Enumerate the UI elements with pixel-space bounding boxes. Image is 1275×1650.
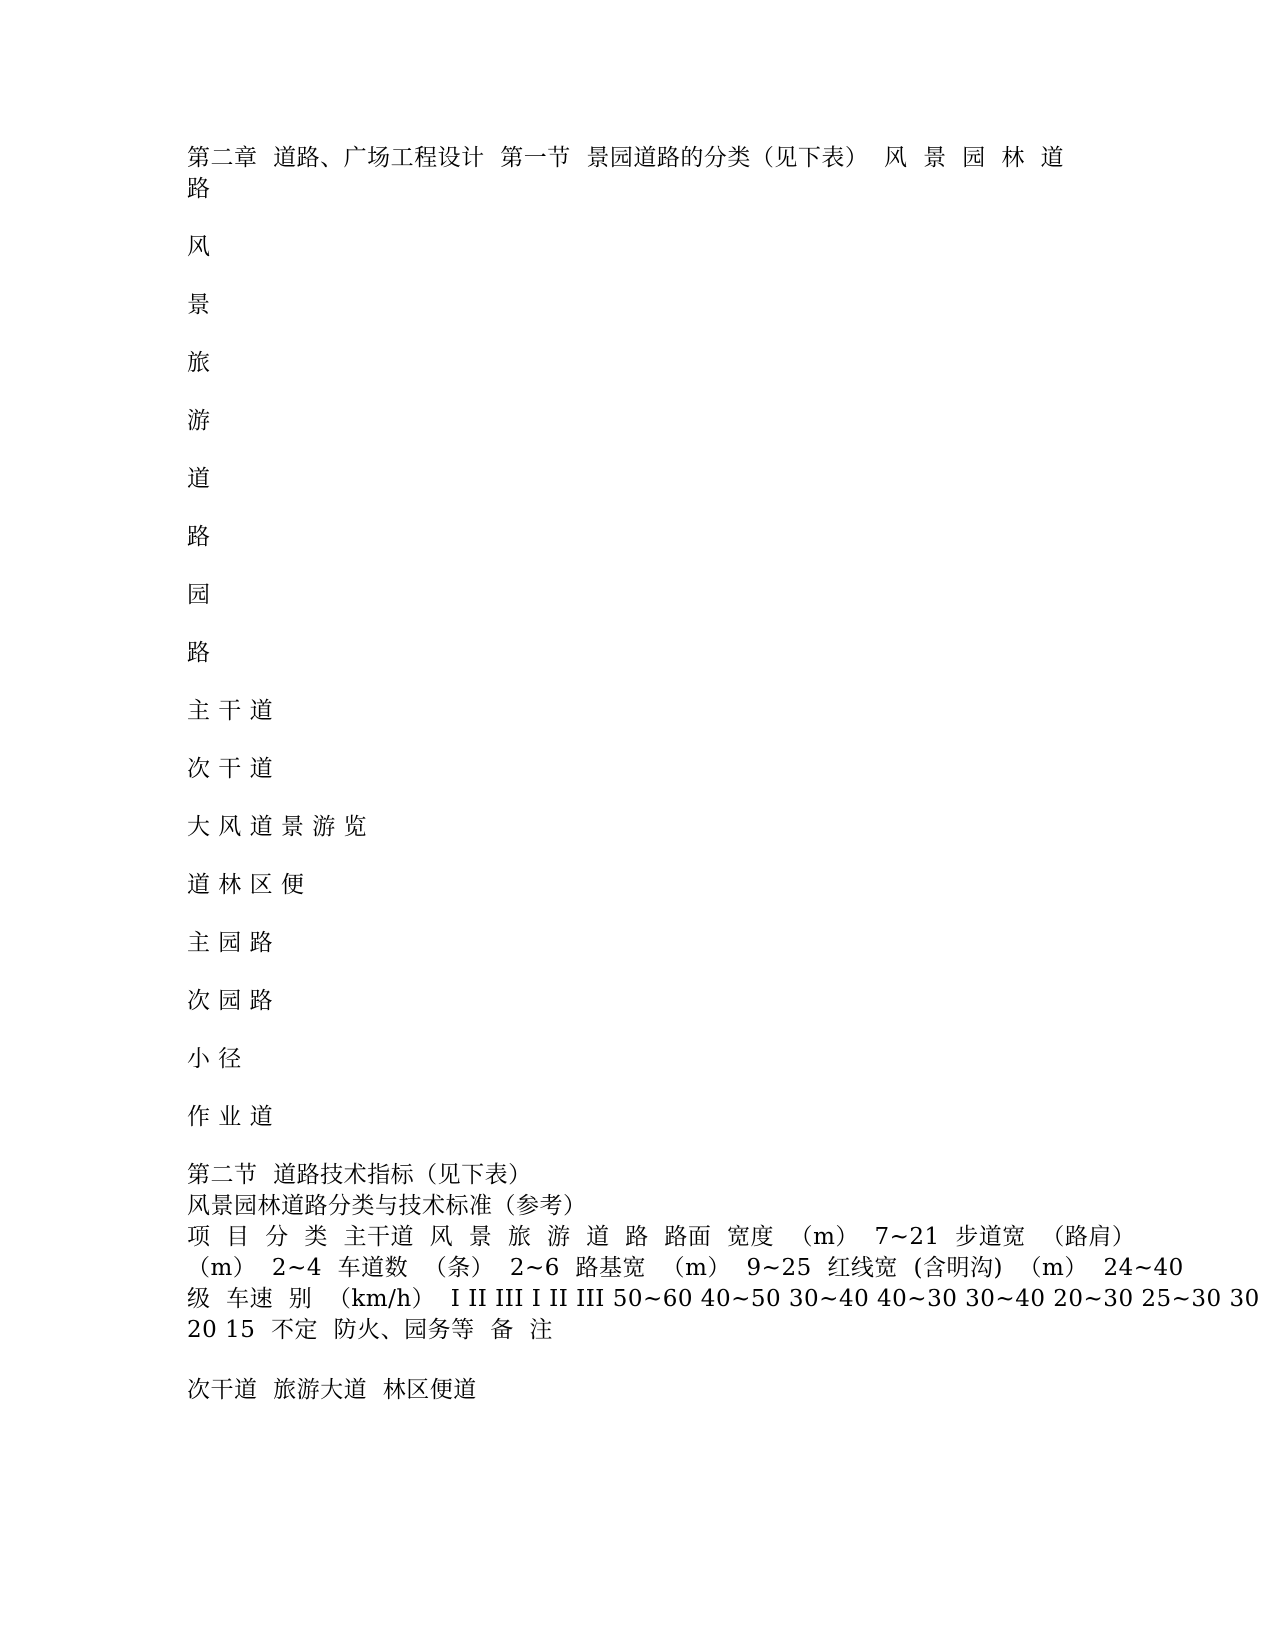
vertical-char: 道 <box>187 466 211 492</box>
table-title: 风景园林道路分类与技术标准（参考） <box>187 1193 587 1219</box>
intro-line-2: 路 <box>187 176 211 202</box>
table-text-line: （m） 2~4 车道数 （条） 2~6 路基宽 （m） 9~25 红线宽 (含明沟) （m） 24~40 <box>187 1255 1184 1281</box>
road-type: 次 园 路 <box>187 988 274 1014</box>
vertical-char: 旅 <box>187 350 211 376</box>
vertical-char: 风 <box>187 234 211 260</box>
section-heading: 第二节 道路技术指标（见下表） <box>187 1162 532 1188</box>
road-type: 次 干 道 <box>187 756 274 782</box>
footer-line: 次干道 旅游大道 林区便道 <box>187 1377 477 1403</box>
table-text-line: 20 15 不定 防火、园务等 备 注 <box>187 1317 553 1343</box>
vertical-char: 游 <box>187 408 211 434</box>
intro-line-1: 第二章 道路、广场工程设计 第一节 景园道路的分类（见下表） 风 景 园 林 道 <box>187 145 1064 171</box>
vertical-char: 路 <box>187 640 211 666</box>
vertical-char: 景 <box>187 292 211 318</box>
road-type: 作 业 道 <box>187 1104 274 1130</box>
table-text-line: 级 车速 别 （km/h） I II III I II III 50~60 40~50 30~40 40~30 30~40 20~30 25~30 30 <box>187 1286 1260 1312</box>
table-text-line: 项 目 分 类 主干道 风 景 旅 游 道 路 路面 宽度 （m） 7~21 步道宽 （路肩） <box>187 1224 1136 1250</box>
road-type: 主 园 路 <box>187 930 274 956</box>
vertical-char: 路 <box>187 524 211 550</box>
road-type: 主 干 道 <box>187 698 274 724</box>
road-type: 小 径 <box>187 1046 242 1072</box>
vertical-char: 园 <box>187 582 211 608</box>
road-type: 道 林 区 便 <box>187 872 305 898</box>
road-type: 大 风 道 景 游 览 <box>187 814 368 840</box>
